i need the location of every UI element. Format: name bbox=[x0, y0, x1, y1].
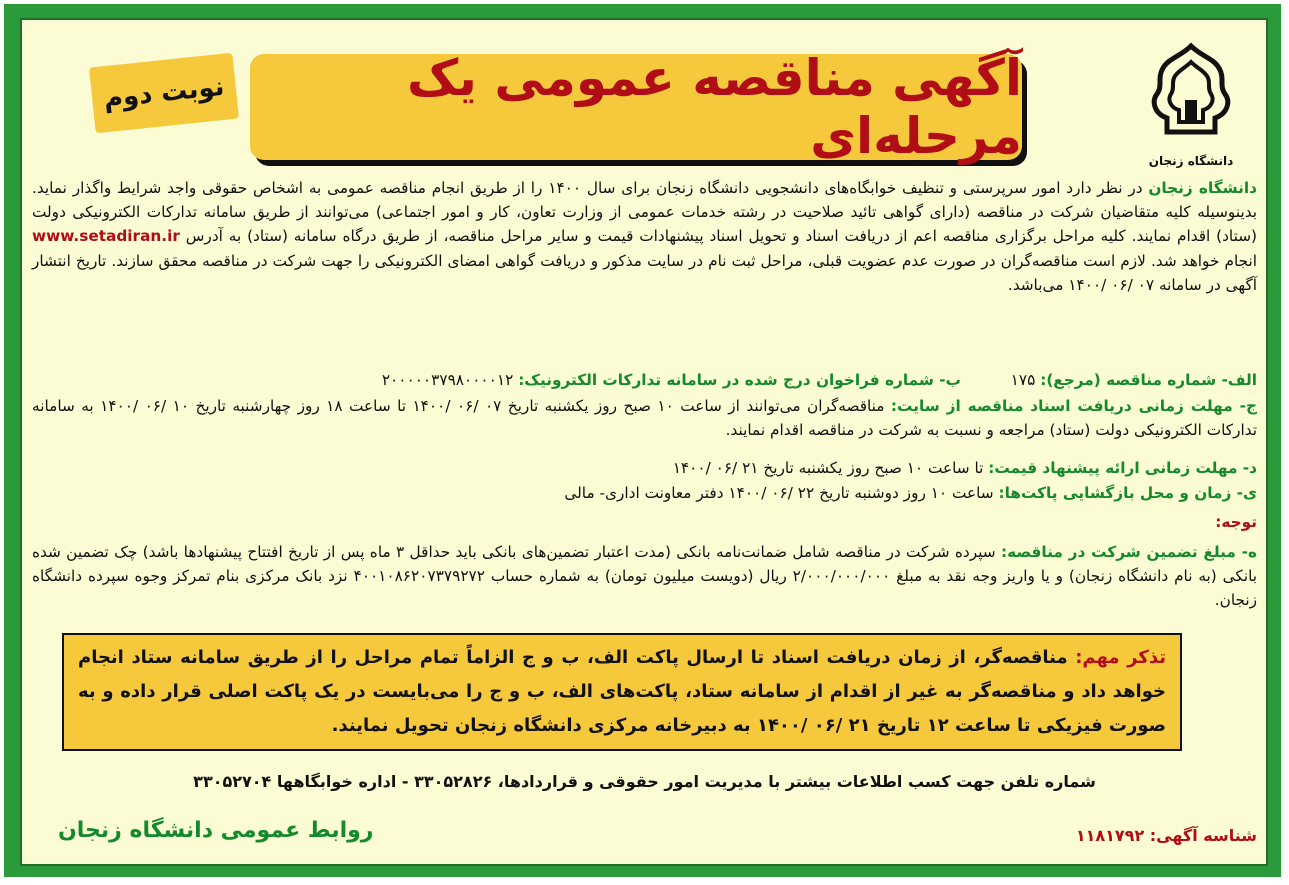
notice-text: مناقصه‌گر، از زمان دریافت اسناد تا ارسال پاکت الف، ب و ج الزاماً تمام مراحل را از طریق سامانه ستاد انجام خواهد داد و مناقصه‌گر به غیر از اقدام از سامانه ستاد، پاکت‌های الف، ب و ج را می‌بایست در یک پاکت اصلی قرار داده و به صورت فیزیکی تا ساعت ۱۲ تاریخ ۲۱ /۰۶ /۱۴۰۰ به دبیرخانه مرکزی دانشگاه زنجان تحویل نمایند. bbox=[78, 647, 1166, 736]
ye-text: ساعت ۱۰ روز دوشنبه تاریخ ۲۲ /۰۶ /۱۴۰۰ دفتر معاونت اداری- مالی bbox=[564, 484, 999, 502]
he-label: ه- مبلغ تضمین شرکت در مناقصه: bbox=[1000, 543, 1257, 561]
ad-title: آگهی مناقصه عمومی یک مرحله‌ای bbox=[406, 49, 1022, 165]
intro-org: دانشگاه زنجان bbox=[1148, 179, 1258, 197]
ad-id-label: شناسه آگهی: bbox=[1149, 826, 1257, 845]
university-emblem-icon bbox=[1139, 40, 1243, 140]
intro-text-1: در نظر دارد امور سرپرستی و تنظیف خوابگاه‌های دانشجویی دانشگاه زنجان برای سال ۱۴۰۰ را از طریق انجام مناقصه عمومی به اشخاص حقوقی واجد شرایط واگذار نماید. بدینوسیله کلیه متقاضیان شرکت در مناقصه (دارای گواهی تائید صلاحیت در رشته خدمات عمومی از وزارت تعاون، کار و امور اجتماعی) می‌توانند از طریق سامانه تدارکات الکترونیکی دولت (ستاد) اقدام نمایند. کلیه مراحل برگزاری مناقصه اعم از دریافت اسناد و تحویل اسناد پیشنهادات قیمت و سایر مراحل مناقصه، از طریق درگاه سامانه (ستاد) به آدرس bbox=[32, 179, 1257, 246]
note-label: توجه: bbox=[1215, 513, 1257, 531]
public-relations-signature: روابط عمومی دانشگاه زنجان bbox=[58, 818, 374, 843]
ad-id bbox=[1076, 826, 1257, 845]
item-alef-be bbox=[32, 368, 1257, 392]
ye-label: ی- زمان و محل بازگشایی پاکت‌ها: bbox=[998, 484, 1257, 502]
item-jim bbox=[32, 394, 1257, 442]
title-banner bbox=[250, 49, 1022, 165]
logo-caption: دانشگاه زنجان bbox=[1148, 154, 1234, 168]
dal-label: د- مهلت زمانی ارائه پیشنهاد قیمت: bbox=[988, 459, 1257, 477]
setad-url-link[interactable]: www.setadiran.ir bbox=[32, 227, 180, 246]
alef-label: الف- شماره مناقصه (مرجع): bbox=[1040, 371, 1257, 389]
note-heading bbox=[32, 510, 1257, 534]
round-label: نوبت دوم bbox=[102, 71, 226, 115]
alef-value: ۱۷۵ bbox=[1010, 371, 1036, 389]
intro-paragraph bbox=[32, 176, 1257, 297]
jim-text: مناقصه‌گران می‌توانند از ساعت ۱۰ صبح روز یکشنبه تاریخ ۰۷ /۰۶ /۱۴۰۰ تا ساعت ۱۸ روز چهارشنبه تاریخ ۱۰ /۰۶ /۱۴۰۰ به سامانه تدارکات الکترونیکی دولت (ستاد) مراجعه و نسبت به شرکت در مناقصه اقدام نمایند. bbox=[32, 397, 1257, 440]
item-dal bbox=[32, 456, 1257, 480]
dal-text: تا ساعت ۱۰ صبح روز یکشنبه تاریخ ۲۱ /۰۶ /۱۴۰۰ bbox=[672, 459, 989, 477]
jim-label: ج- مهلت زمانی دریافت اسناد مناقصه از سایت: bbox=[890, 397, 1257, 415]
be-label: ب- شماره فراخوان درج شده در سامانه تدارکات الکترونیک: bbox=[518, 371, 961, 389]
ad-id-value: ۱۱۸۱۷۹۲ bbox=[1075, 826, 1145, 845]
he-text: سپرده شرکت در مناقصه شامل ضمانت‌نامه بانکی (مدت اعتبار تضمین‌های بانکی باید حداقل ۳ ماه پس از تاریخ افتتاح پیشنهادها باشد) چک تضمین شده بانکی (به نام دانشگاه زنجان) و یا واریز وجه نقد به مبلغ ۲/۰۰۰/۰۰۰/۰۰۰ ریال (دویست میلیون تومان) به شماره حساب ۴۰۰۱۰۸۶۲۰۷۳۷۹۲۷۲ نزد بانک مرکزی بنام تمرکز وجوه سپرده دانشگاه زنجان. bbox=[32, 543, 1258, 610]
intro-text-2: انجام خواهد شد. لازم است مناقصه‌گران در صورت عدم عضویت قبلی، مراحل ثبت نام در سایت مذکور و دریافت گواهی امضای الکترونیکی را جهت شرکت در مناقصه محقق سازند. تاریخ انتشار آگهی در سامانه ۰۷ /۰۶ /۱۴۰۰ می‌باشد. bbox=[32, 251, 1257, 294]
university-logo bbox=[1131, 40, 1251, 170]
be-value: ۲۰۰۰۰۰۳۷۹۸۰۰۰۰۱۲ bbox=[381, 371, 514, 389]
item-he bbox=[32, 540, 1257, 613]
notice-label: تذکر مهم: bbox=[1075, 647, 1166, 668]
item-ye bbox=[32, 481, 1257, 505]
contact-phone-line: شماره تلفن جهت کسب اطلاعات بیشتر با مدیریت امور حقوقی و قراردادها، ۳۳۰۵۲۸۲۶ - اداره خوابگاهها ۳۳۰۵۲۷۰۴ bbox=[193, 772, 1096, 791]
important-notice bbox=[62, 633, 1182, 751]
